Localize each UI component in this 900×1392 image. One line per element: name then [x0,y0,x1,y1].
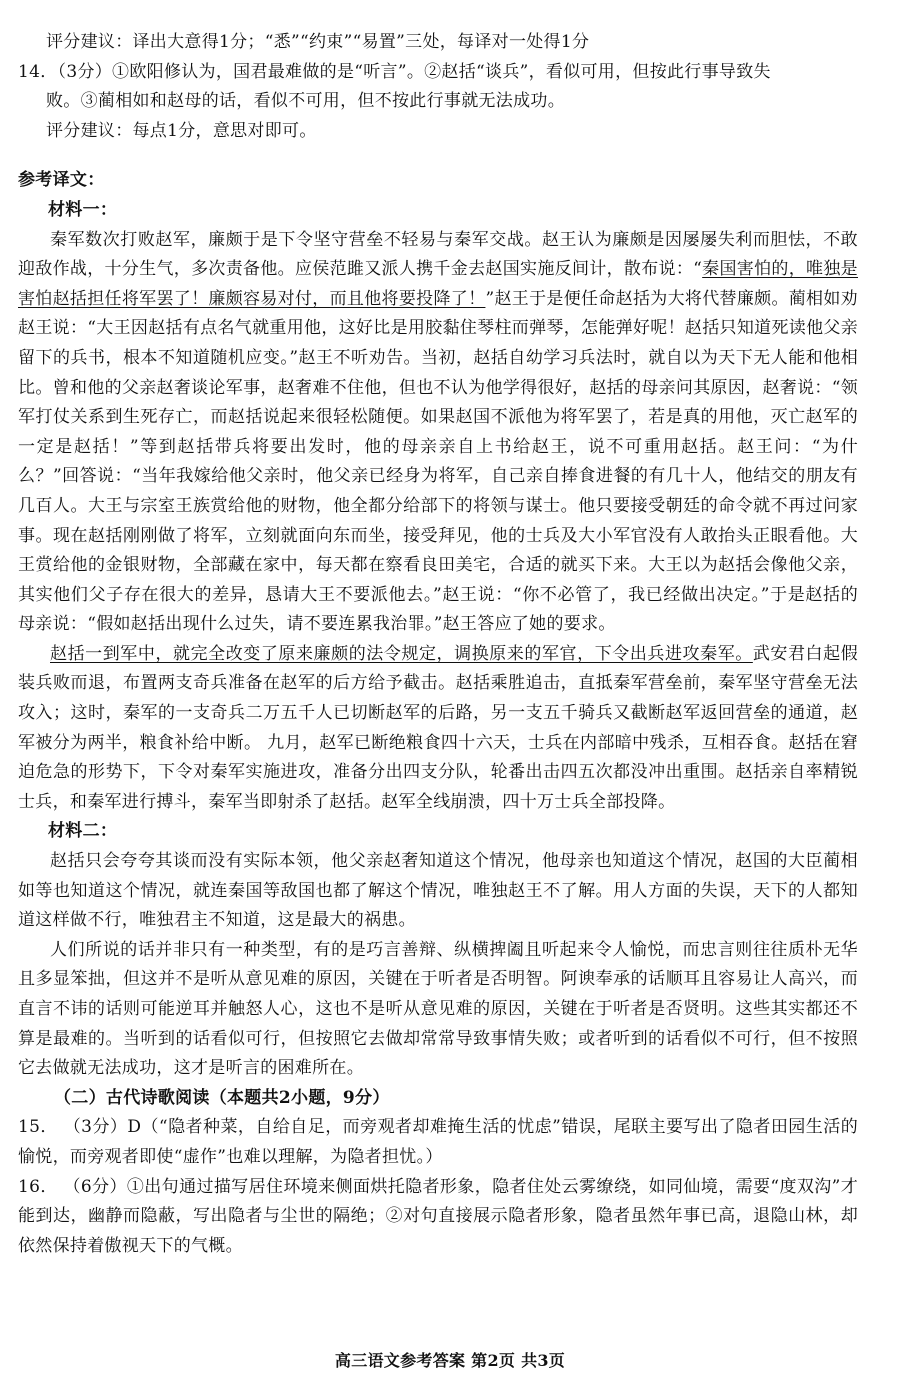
q15-answer: 15． （3分）D（“隐者种菜，自给自足，而旁观者却难掩生活的忧虑”错误，尾联主要写出了隐者田园生活的愉悦，而旁观者即使“虚作”也难以理解，为隐者担忧。） [18,1117,858,1167]
m1-p2-underlined: 赵括一到军中，就完全改变了原来廉颇的法令规定，调换原来的军官，下令出兵进攻秦军。 [50,643,753,664]
material-2-paragraph-1: 赵括只会夸夸其谈而没有实际本领，他父亲赵奢知道这个情况，他母亲也知道这个情况，赵国的大臣蔺相如等也知道这个情况，就连秦国等敌国也都了解这个情况，唯独赵王不了解。用人方面的失误，天下的人都知道这样做不行，唯独君主不知道，这是最大的祸患。 [18,851,858,931]
q14-line-2: 败。③蔺相如和赵母的话，看似不可用，但不按此行事就无法成功。 [46,91,565,112]
material-2-paragraph-2: 人们所说的话并非只有一种类型，有的是巧言善辩、纵横捭阖且听起来令人愉悦，而忠言则往往质朴无华且多显笨拙，但这并不是听从意见难的原因，关键在于听者是否明智。阿谀奉承的话顺耳且容易让人高兴，而直言不讳的话则可能逆耳并触怒人心，这也不是听从意见难的原因，关键在于听者是否贤明。这些其实都还不算是最难的。当听到的话看似可行，但按照它去做却常常导致事情失败；或者听到的话看似不可行，但不按照它去做就无法成功，这才是听言的困难所在。 [18,939,858,1079]
m1-p1-text-a: 秦军数次打败赵军，廉颇于是下令坚守营垒不轻易与秦军交战。赵王认为廉颇是因屡屡失利而胆怯，不敢迎敌作战，十分生气，多次责备他。应侯范雎又派人携千金去赵国实施反间计，散布说：“ [18,229,858,280]
q13-scoring-note: 评分建议：译出大意得1分；“悉”“约束”“易置”三处，每译对一处得1分 [46,32,590,52]
material-1-paragraph-2 [18,640,858,818]
q16-answer: 16． （6分）①出句通过描写居住环境来侧面烘托隐者形象，隐者住处云雾缭绕，如同仙境，需要“度双沟”才能到达，幽静而隐蔽，写出隐者与尘世的隔绝；②对句直接展示隐者形象，隐者虽然年事已高，退隐山林，却依然保持着傲视天下的气概。 [18,1176,858,1256]
material-2-title: 材料二： [48,821,118,842]
q14-scoring-note: 评分建议：每点1分，意思对即可。 [46,120,317,141]
section-2-title: （二）古代诗歌阅读（本题共2小题，9分） [54,1087,390,1108]
translation-label: 参考译文： [18,170,105,191]
q14-line-1: 14．（3分）①欧阳修认为，国君最难做的是“听言”。②赵括“谈兵”，看似可用，但按此行事导致失 [18,61,771,82]
m1-p1-text-b: ”赵王于是便任命赵括为大将代替廉颇。蔺相如劝赵王说：“大王因赵括有点名气就重用他，这好比是用胶黏住琴柱而弹琴，怎能弹好呢！赵括只知道死读他父亲留下的兵书，根本不知道随机应变。”赵王不听劝告。当初，赵括自幼学习兵法时，就自以为天下无人能和他相比。曾和他的父亲赵奢谈论军事，赵奢难不住他，但也不认为他学得很好，赵括的母亲问其原因，赵奢说：“领军打仗关系到生死存亡，而赵括说起来很轻松随便。如果赵国不派他为将军罢了，若是真的用他，灭亡赵军的一定是赵括！”等到赵括带兵将要出发时，他的母亲亲自上书给赵王，说不可重用赵括。赵王问：“为什么？”回答说：“当年我嫁给他父亲时，他父亲已经身为将军，自己亲自捧食进餐的有几十人，他结交的朋友有几百人。大王与宗室王族赏给他的财物，他全都分给部下的将领与谋士。他只要接受朝廷的命令就不再过问家事。现在赵括刚刚做了将军，立刻就面向东而坐，接受拜见，他的士兵及大小军官没有人敢抬头正眼看他。大王赏给他的金银财物，全部藏在家中，每天都在察看良田美宅，合适的就买下来。大王以为赵括会像他父亲，其实他们父子存在很大的差异，恳请大王不要派他去。”赵王说：“你不必管了，我已经做出决定。”于是赵括的母亲说：“假如赵括出现什么过失，请不要连累我治罪。”赵王答应了她的要求。 [18,288,858,635]
m1-p2-text: 武安君白起假装兵败而退，布置两支奇兵准备在赵军的后方给予截击。赵括乘胜追击，直抵秦军营垒前，秦军坚守营垒无法攻入；这时，秦军的一支奇兵二万五千人已切断赵军的后路，另一支五千骑兵又截断赵军返回营垒的通道，赵军被分为两半，粮食补给中断。 九月，赵军已断绝粮食四十六天，士兵在内部暗中残杀，互相吞食。赵括在窘迫危急的形势下，下令对秦军实施进攻，准备分出四支分队，轮番出击四五次都没冲出重围。赵括亲自率精锐士兵，和秦军进行搏斗，秦军当即射杀了赵括。赵军全线崩溃，四十万士兵全部投降。 [18,643,858,812]
material-1-title: 材料一： [48,199,118,220]
material-1-paragraph-1 [18,226,858,640]
m1-p1-underlined: 秦国害怕的，唯独是害怕赵括担任将军罢了！廉颇容易对付，而且他将要投降了！ [18,259,858,309]
page-footer: 高三语文参考答案 第2页 共3页 [334,1351,566,1370]
